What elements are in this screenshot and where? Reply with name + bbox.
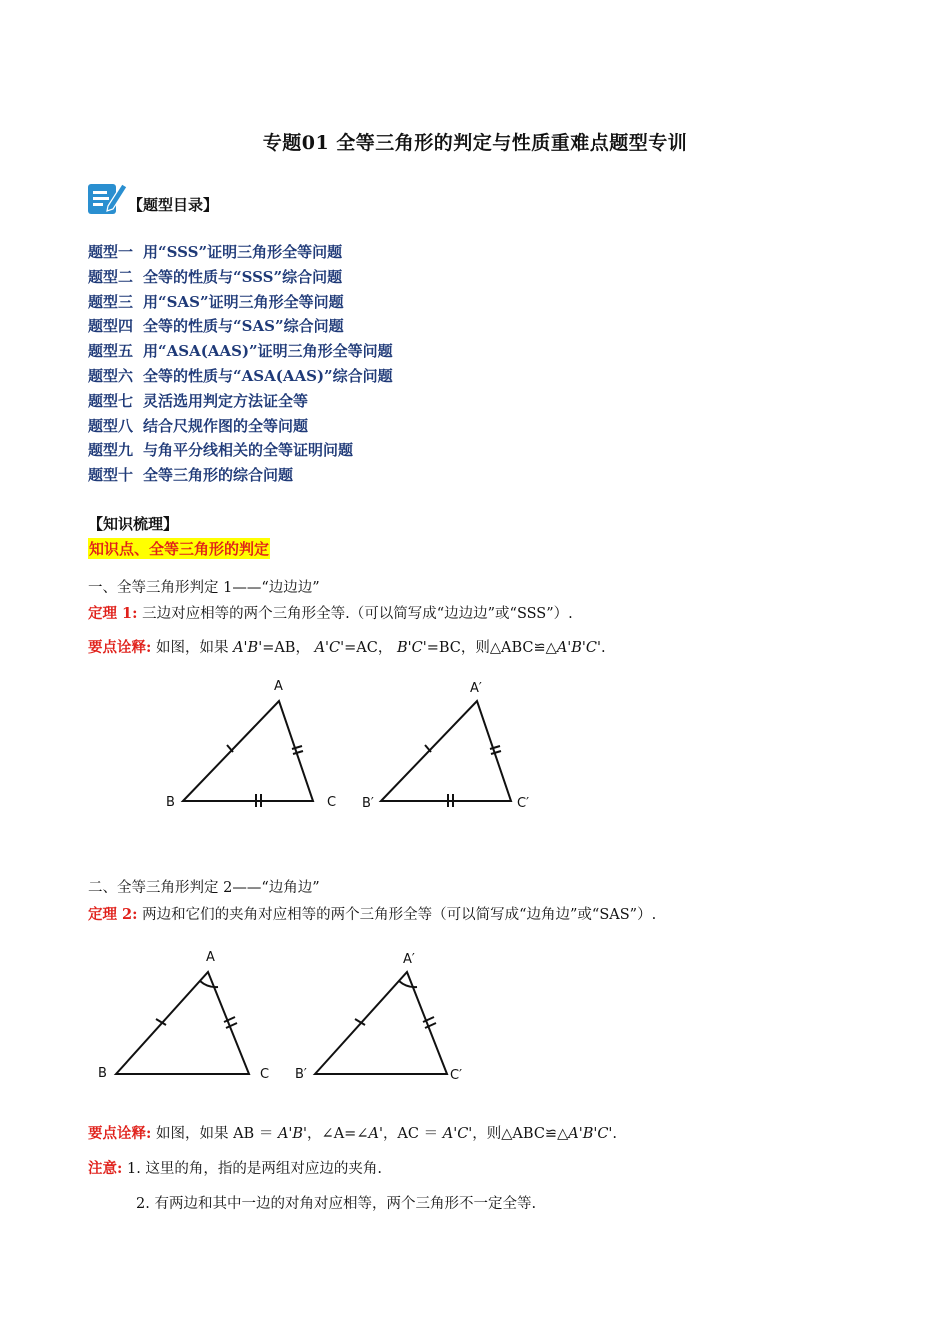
sas-note [88,1122,617,1143]
vertex-label: C′ [517,796,530,811]
note-label: 要点诠释: [88,1125,152,1142]
triangle-a2b2c2 [381,701,511,801]
angle-arc [399,981,417,987]
theorem-label: 定理 2: [88,906,138,923]
vertex-label: A [274,679,283,694]
sss-note [88,636,606,657]
note-text: 如图，如果 [155,640,229,656]
knowledge-point-title: 知识点、全等三角形的判定 [89,540,270,558]
page-title: 专题01 全等三角形的判定与性质重难点题型专训 [262,132,688,154]
math-segment: A'B' [233,640,263,656]
note-text: . [612,1126,618,1142]
caution-label: 注意: [88,1160,123,1177]
caution-line-2: 2. 有两边和其中一边的对角对应相等，两个三角形不一定全等. [136,1196,537,1212]
vertex-label: C [327,795,337,810]
note-text: 如图，如果 AB ＝ [155,1126,274,1142]
math-triangle: A'B'C' [556,640,601,656]
angle-arc [200,981,218,987]
math-triangle: A'B'C' [568,1126,613,1142]
sss-heading: 一、全等三角形判定 1——“边边边” [88,580,320,596]
toc-list [88,240,393,488]
toc-item[interactable]: 题型九 与角平分线相关的全等证明问题 [88,441,354,460]
vertex-label: C′ [450,1068,463,1083]
theorem-text: 三边对应相等的两个三角形全等.（可以简写成“边边边”或“SSS”）. [142,606,573,622]
theorem-text: 两边和它们的夹角对应相等的两个三角形全等（可以简写成“边角边”或“SAS”）. [142,907,657,923]
note-text: . [601,640,606,656]
note-text: =AB， [262,640,310,656]
theorem-label: 定理 1: [88,605,138,622]
vertex-label: B′ [362,796,374,811]
toc-item[interactable]: 题型六 全等的性质与“ASA(AAS)”综合问题 [88,366,393,385]
vertex-label: A′ [470,681,482,696]
tick-mark [293,751,303,754]
triangle-abc [183,701,313,801]
toc-item[interactable]: 题型四 全等的性质与“SAS”综合问题 [88,317,344,336]
triangle-abc [116,972,249,1074]
sas-figure [90,940,490,1090]
note-text: =BC，则△ABC≌△ [426,640,557,656]
knowledge-heading: 【知识梳理】 [88,515,179,533]
math-segment: B'C' [396,640,427,656]
note-text: ，则△ABC≌△ [472,1126,569,1142]
math-segment: A'C' [442,1126,473,1142]
vertex-label: B [98,1066,107,1081]
sss-theorem [88,602,573,623]
vertex-label: A [206,950,215,965]
toc-item[interactable]: 题型三 用“SAS”证明三角形全等问题 [88,292,344,311]
sas-heading: 二、全等三角形判定 2——“边角边” [88,880,320,896]
tick-mark [491,751,501,754]
toc-item[interactable]: 题型十 全等三角形的综合问题 [88,466,294,485]
caution-line-1 [88,1157,382,1178]
math-angle: A' [368,1126,383,1142]
vertex-label: B [166,795,175,810]
tick-mark [226,1023,237,1028]
toc-item[interactable]: 题型五 用“ASA(AAS)”证明三角形全等问题 [88,342,393,361]
note-text: =AC， [344,640,393,656]
triangle-a2b2c2 [315,972,447,1074]
math-segment: A'B' [277,1126,308,1142]
sss-figure [150,670,570,820]
edit-note-icon [86,178,128,216]
vertex-label: C [260,1067,270,1082]
directory-heading: 【题型目录】 [128,196,219,214]
toc-item[interactable]: 题型七 灵活选用判定方法证全等 [88,391,309,410]
note-text: ，AC ＝ [382,1126,439,1142]
vertex-label: B′ [295,1067,307,1082]
note-label: 要点诠释: [88,639,152,656]
toc-item[interactable]: 题型二 全等的性质与“SSS”综合问题 [88,267,343,286]
toc-item[interactable]: 题型一 用“SSS”证明三角形全等问题 [88,243,343,261]
toc-item[interactable]: 题型八 结合尺规作图的全等问题 [88,416,309,435]
note-text: ，∠A=∠ [307,1126,369,1142]
math-segment: A'C' [314,640,345,656]
vertex-label: A′ [403,952,415,967]
sas-theorem [88,903,656,924]
caution-text: 1. 这里的角，指的是两组对应边的夹角. [126,1161,383,1177]
